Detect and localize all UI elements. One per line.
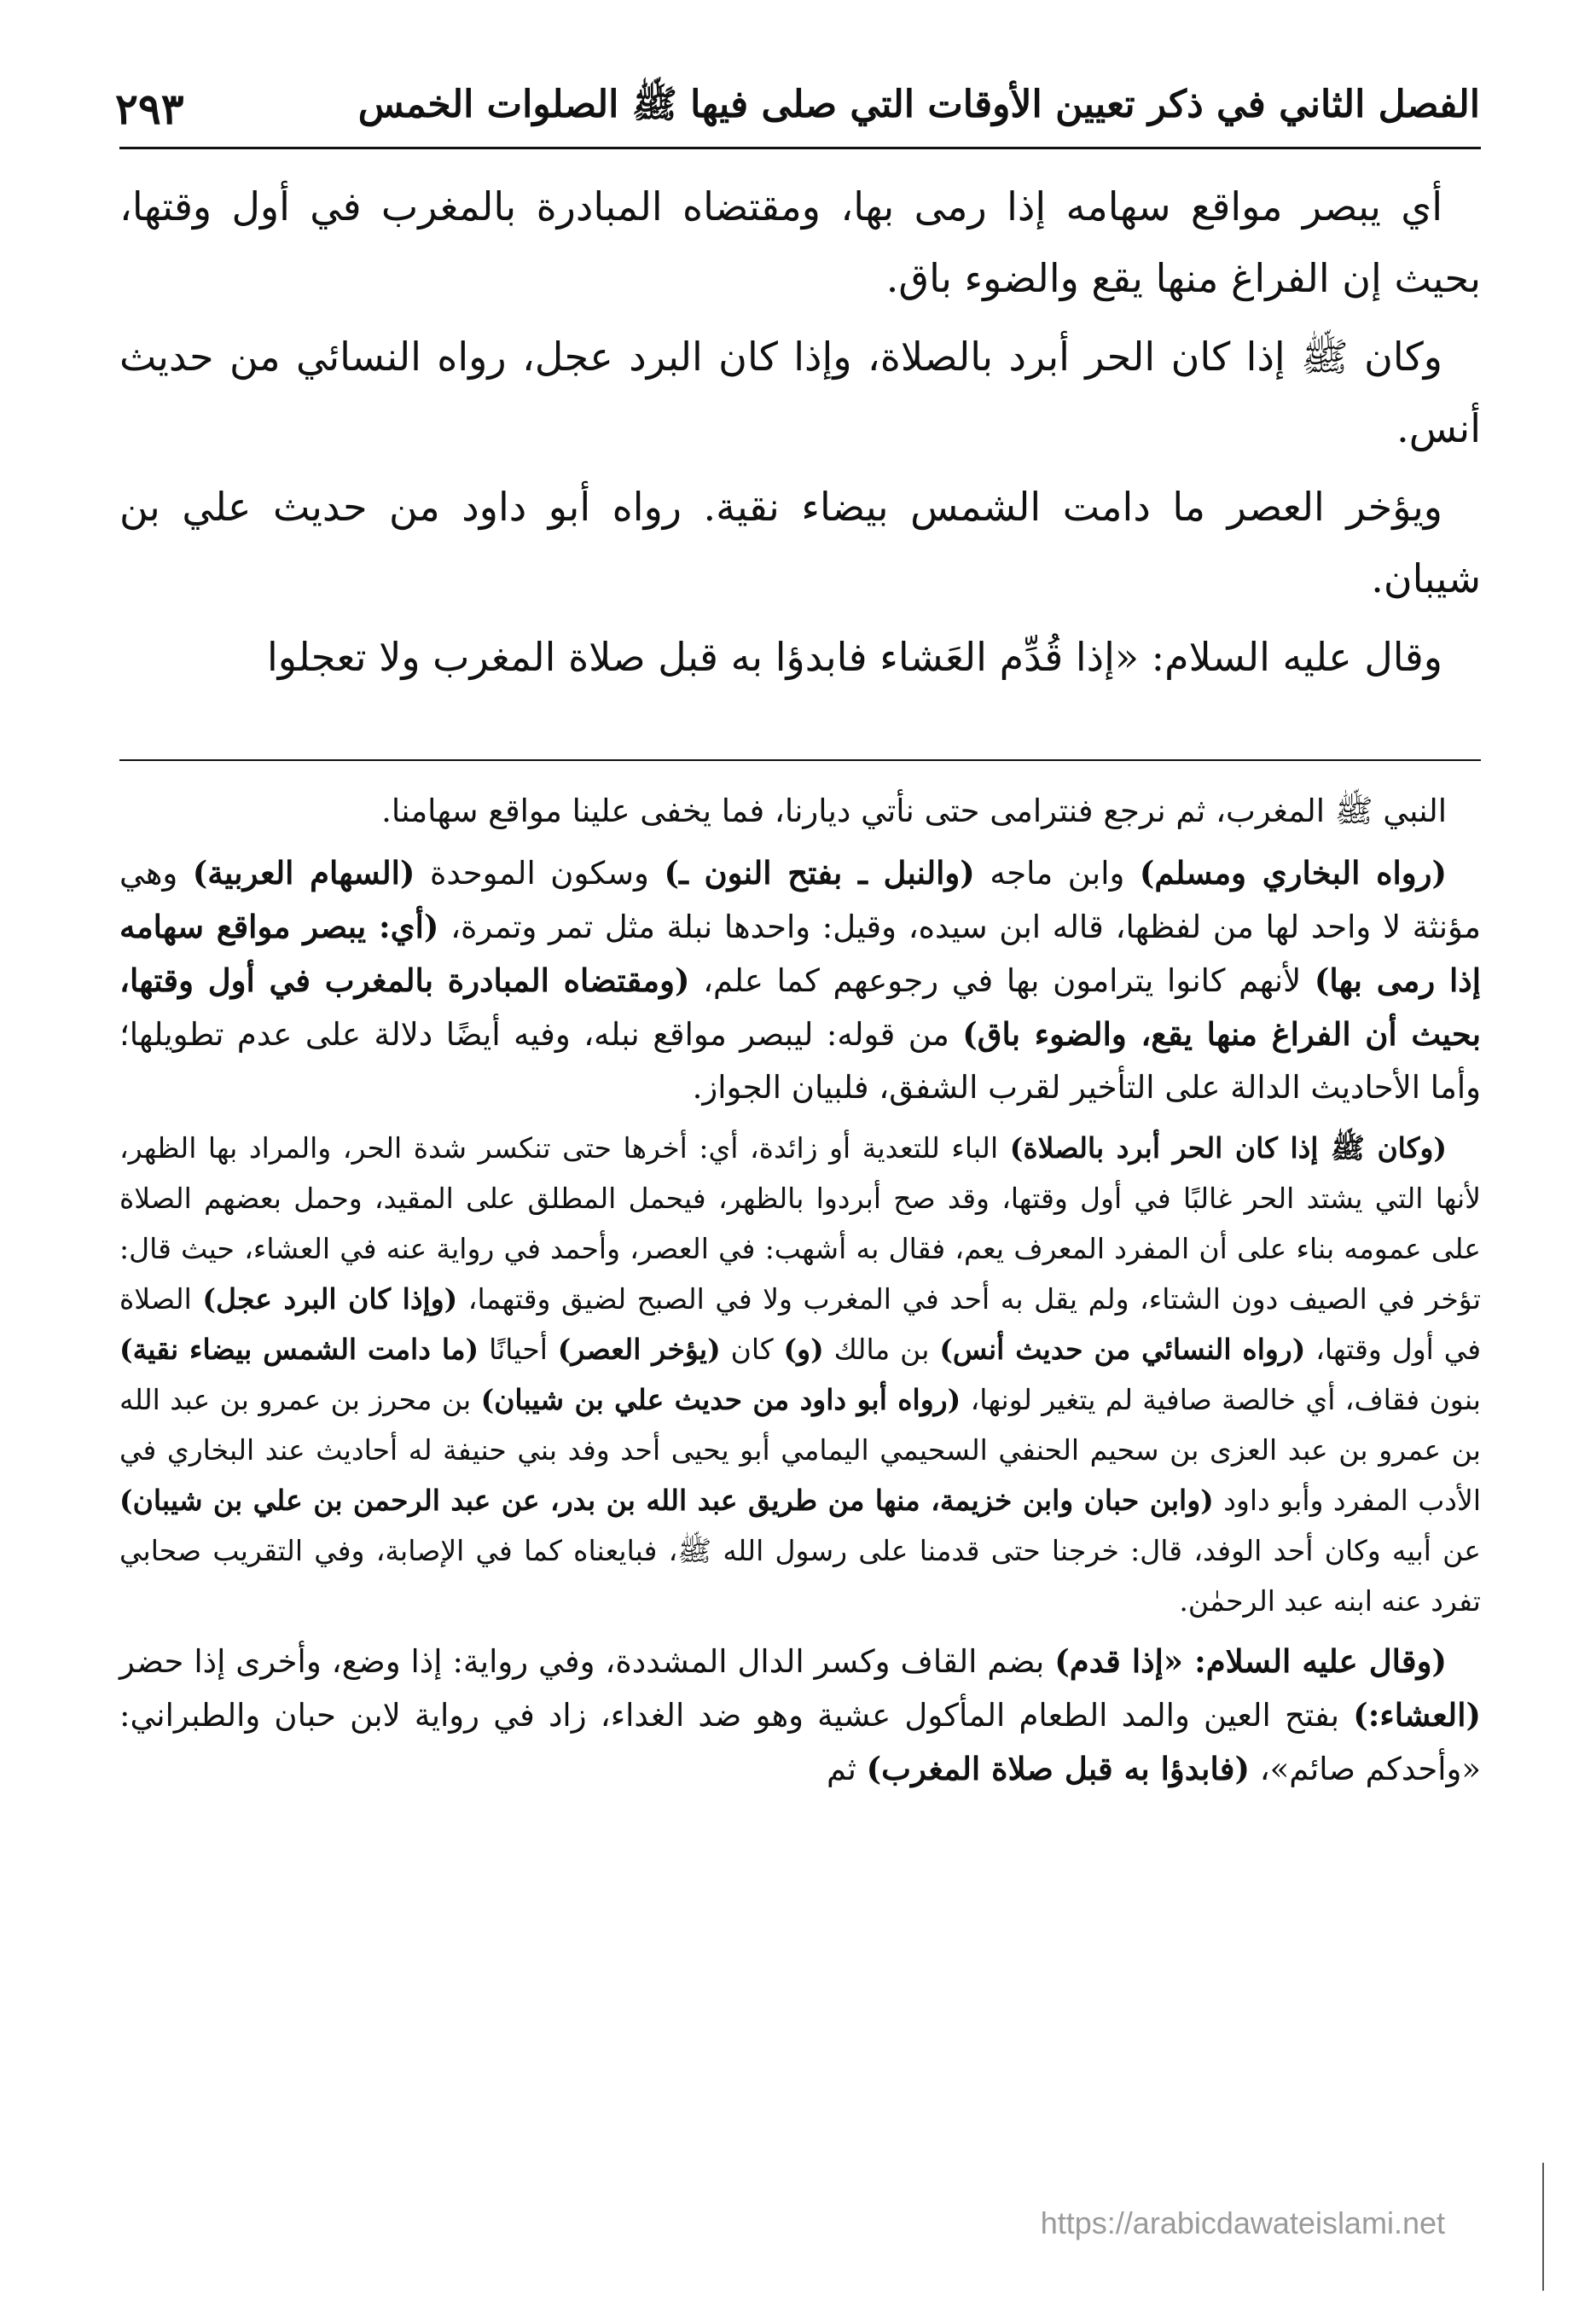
quoted-phrase: (رواه أبو داود من حديث علي بن شيبان) bbox=[480, 1383, 961, 1416]
commentary-text: عن أبيه وكان أحد الوفد، قال: خرجنا حتى قدمنا على رسول الله ﷺ، فبايعناه كما في الإصابة، وفي التقريب صحابي تفرد عنه ابنه عبد الرحمٰن. bbox=[119, 1534, 1481, 1618]
commentary-text: الباء للتعدية أو زائدة، أي: أخرها حتى تنكسر شدة الحر، والمراد بها الظهر، لأنها التي يشتد الحر غالبًا في أول وقتها، وقد صح أبردوا بالظهر، فيحمل المطلق على المقيد، وحمل بعضهم الصلاة على عمومه بناء على أن المفرد المعرف يعم، فقال به أشهب: في العصر، وأحمد في رواية عنه في العشاء، حيث قال: تؤخر في الصيف دون الشتاء، ولم يقل به أحد في المغرب ولا في الصبح لضيق وقتهما، bbox=[119, 1131, 1482, 1316]
commentary-text: لأنهم كانوا يترامون بها في رجوعهم كما علم، bbox=[689, 962, 1315, 999]
commentary-text: بفتح العين والمد الطعام المأكول عشية وهو ضد الغداء، زاد في رواية لابن حبان والطبراني: «وأحدكم صائم»، bbox=[119, 1697, 1481, 1787]
quoted-phrase: (وإذا كان البرد عجل) bbox=[202, 1282, 458, 1316]
watermark-url: https://arabicdawateislami.net bbox=[1040, 2205, 1445, 2240]
main-paragraph: ويؤخر العصر ما دامت الشمس بيضاء نقية. رواه أبو داود من حديث علي بن شيبان. bbox=[119, 484, 1481, 601]
commentary-text: بن محرز بن عمرو بن عبد الله بن عمرو بن عبد العزى بن سحيم الحنفي السحيمي اليمامي أبو يحيى أحد وفد بني حنيفة له أحاديث عند البخاري في الأدب المفرد وأبو داود bbox=[119, 1383, 1481, 1517]
main-paragraph: وقال عليه السلام: «إذا قُدِّم العَشاء فابدؤا به قبل صلاة المغرب ولا تعجلوا bbox=[267, 634, 1442, 680]
quoted-phrase: (أي: يبصر مواقع سهامه إذا رمى بها) bbox=[119, 908, 1481, 999]
commentary-text: كان bbox=[720, 1333, 784, 1366]
chapter-title: الفصل الثاني في ذكر تعيين الأوقات التي صلى فيها ﷺ الصلوات الخمس bbox=[357, 83, 1480, 126]
quoted-phrase: (وابن حبان وابن خزيمة، منها من طريق عبد الله بن بدر، عن عبد الرحمن بن علي بن شيبان) bbox=[119, 1484, 1214, 1517]
commentary-text: أحيانًا bbox=[479, 1333, 558, 1366]
quoted-phrase: (ما دامت الشمس بيضاء نقية) bbox=[119, 1333, 479, 1366]
quoted-phrase: (العشاء:) bbox=[1353, 1696, 1481, 1734]
main-paragraph: أي يبصر مواقع سهامه إذا رمى بها، ومقتضاه المبادرة بالمغرب في أول وقتها، بحيث إن الفراغ منها يقع والضوء باق. bbox=[119, 183, 1481, 301]
page-number: ٢٩٣ bbox=[115, 83, 184, 134]
commentary bbox=[119, 785, 1481, 1804]
header-rule bbox=[119, 147, 1481, 149]
main-paragraph: وكان ﷺ إذا كان الحر أبرد بالصلاة، وإذا كان البرد عجل، رواه النسائي من حديث أنس. bbox=[119, 334, 1481, 451]
commentary-divider bbox=[119, 759, 1481, 761]
page-edge-line bbox=[1542, 2163, 1544, 2291]
commentary-text: بن مالك bbox=[823, 1333, 940, 1366]
quoted-phrase: (رواه البخاري ومسلم) bbox=[1139, 854, 1447, 892]
main-text bbox=[119, 171, 1481, 700]
commentary-text: من قوله: ليبصر مواقع نبله، وفيه أيضًا دلالة على عدم تطويلها؛ وأما الأحاديث الدالة على التأخير لقرب الشفق، فلبيان الجواز. bbox=[119, 1016, 1481, 1106]
commentary-paragraph bbox=[119, 1635, 1481, 1796]
quoted-phrase: (و) bbox=[783, 1333, 824, 1366]
page-header bbox=[115, 78, 1480, 138]
commentary-text: بنون فقاف، أي خالصة صافية لم يتغير لونها، bbox=[961, 1383, 1481, 1416]
quoted-phrase: (وكان ﷺ إذا كان الحر أبرد بالصلاة) bbox=[1009, 1131, 1448, 1165]
quoted-phrase: (ومقتضاه المبادرة بالمغرب في أول وقتها، بحيث أن الفراغ منها يقع، والضوء باق) bbox=[119, 962, 1481, 1053]
commentary-text: وهي مؤنثة لا واحد لها من لفظها، قاله ابن سيده، وقيل: واحدها نبلة مثل تمر وتمرة، bbox=[119, 855, 1481, 945]
quoted-phrase: (والنبل ـ بفتح النون ـ) bbox=[664, 854, 975, 892]
quoted-phrase: (رواه النسائي من حديث أنس) bbox=[939, 1333, 1306, 1366]
commentary-text: النبي ﷺ المغرب، ثم نرجع فنترامى حتى نأتي ديارنا، فما يخفى علينا مواقع سهامنا. bbox=[381, 793, 1447, 829]
quoted-phrase: (فابدؤا به قبل صلاة المغرب) bbox=[866, 1750, 1250, 1787]
commentary-paragraph bbox=[119, 1123, 1481, 1626]
quoted-phrase: (السهام العربية) bbox=[192, 854, 415, 892]
commentary-paragraph bbox=[119, 846, 1481, 1114]
commentary-text: ثم bbox=[826, 1751, 867, 1787]
commentary-text: وابن ماجه bbox=[974, 855, 1140, 892]
commentary-paragraph bbox=[119, 785, 1481, 838]
quoted-phrase: (وقال عليه السلام: «إذا قدم) bbox=[1054, 1642, 1447, 1680]
commentary-text: وسكون الموحدة bbox=[415, 855, 665, 892]
commentary-text: الصلاة في أول وقتها، bbox=[119, 1282, 1481, 1366]
commentary-text: بضم القاف وكسر الدال المشددة، وفي رواية: إذا وضع، وأخرى إذا حضر bbox=[119, 1643, 1055, 1680]
quoted-phrase: (يؤخر العصر) bbox=[557, 1333, 721, 1366]
